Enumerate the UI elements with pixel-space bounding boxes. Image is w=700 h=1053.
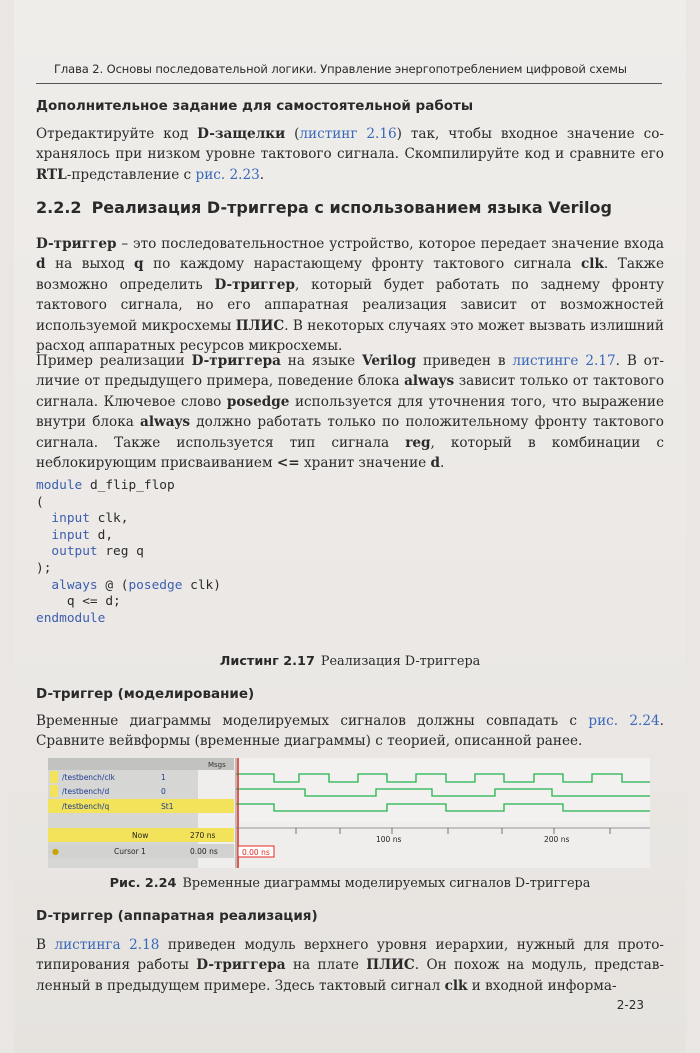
task-heading: Дополнительное задание для самостоятельной работы xyxy=(36,98,474,114)
hardware-heading: D-триггер (аппаратная реализация) xyxy=(36,908,318,924)
cursor-label: Cursor 1 xyxy=(114,847,146,856)
cursor-value: 0.00 ns xyxy=(190,847,218,856)
svg-text:/testbench/d: /testbench/d xyxy=(62,787,110,796)
svg-text:St1: St1 xyxy=(161,802,174,811)
verilog-example-paragraph: Пример реализации D-триггера на языке Verilog приведен в листинге 2.17. В отличие от предыдущего примера, поведение блока always зависит только от тактового сигнала. Ключевое слово posedge используется для уточнения того, что выражение внутри блока always должно работать только по положительному фронту тактового сигнала. Также используется тип сигнала reg, который в комбинации с неблокирующим присваиванием <= хранит значение d. xyxy=(36,353,664,472)
cursor-marker-label: 0.00 ns xyxy=(242,848,270,857)
listing-2-17-link[interactable]: листинге 2.17 xyxy=(512,353,616,369)
signal-row-selected[interactable] xyxy=(48,799,234,813)
lock-icon: ● xyxy=(52,847,59,856)
msgs-header: Msgs xyxy=(208,761,226,769)
page-number: 2-23 xyxy=(616,998,644,1012)
listing-2-16-link[interactable]: листинг 2.16 xyxy=(299,126,397,142)
waveform-screenshot xyxy=(48,758,650,868)
verilog-code-listing: module d_flip_flop ( input clk, input d, output reg q ); always @ (posedge clk) q <= d; endmodule xyxy=(36,478,221,626)
listing-caption: Листинг 2.17 Реализация D-триггера xyxy=(219,654,481,669)
fig-2-23-link[interactable]: рис. 2.23 xyxy=(195,166,260,183)
header-rule xyxy=(36,83,662,84)
simulation-heading: D-триггер (моделирование) xyxy=(36,686,255,702)
task-paragraph: Отредактируйте код D-защелки (листинг 2.16) так, чтобы входное значение сохранялось при низком уровне тактового сигнала. Скомпилируйте код и сравните его RTL-представление с рис. 2.23. xyxy=(36,126,664,183)
now-label: Now xyxy=(132,831,149,840)
section-title: Реализация D-триггера с использованием языка Verilog xyxy=(91,198,612,217)
svg-text:0: 0 xyxy=(161,787,166,796)
simulation-paragraph: Временные диаграммы моделируемых сигналов должны совпадать с рис. 2.24. Сравните вейвформы (временные диаграммы) с теорией, описанной ранее. xyxy=(36,713,664,750)
svg-text:/testbench/clk: /testbench/clk xyxy=(62,773,116,782)
now-value: 270 ns xyxy=(190,831,216,840)
book-page xyxy=(14,0,686,1053)
dff-definition-paragraph: D-триггер – это последовательностное устройство, которое передает значение входа d на выход q по каждому нарастающему фронту тактового сигнала clk. Также возможно определить D-триггер, который будет работать по заднему фронту тактового сигнала, но его аппаратная реализация зависит от возможностей используемой микросхемы ПЛИС. В некоторых случаях это может вызвать излишний расход аппаратных ресурсов микросхемы. xyxy=(36,236,664,355)
svg-text:/testbench/q: /testbench/q xyxy=(62,802,110,811)
svg-text:1: 1 xyxy=(161,773,166,782)
section-heading xyxy=(36,198,612,217)
listing-2-18-link[interactable]: листинга 2.18 xyxy=(54,937,160,953)
tick-label-200ns: 200 ns xyxy=(544,835,570,844)
running-head: Глава 2. Основы последовательной логики. Управление энергопотреблением цифровой схемы xyxy=(54,62,627,76)
tick-label-100ns: 100 ns xyxy=(376,835,402,844)
fig-2-24-link[interactable]: рис. 2.24 xyxy=(588,713,660,729)
figure-caption: Рис. 2.24 Временные диаграммы моделируемых сигналов D-триггера xyxy=(109,876,591,891)
hardware-paragraph: В листинга 2.18 приведен модуль верхнего уровня иерархии, нужный для прототипирования работы D-триггера на плате ПЛИС. Он похож на модуль, представленный в предыдущем примере. Здесь тактовый сигнал clk и входной информа- xyxy=(36,937,665,994)
section-number: 2.2.2 xyxy=(36,198,82,217)
